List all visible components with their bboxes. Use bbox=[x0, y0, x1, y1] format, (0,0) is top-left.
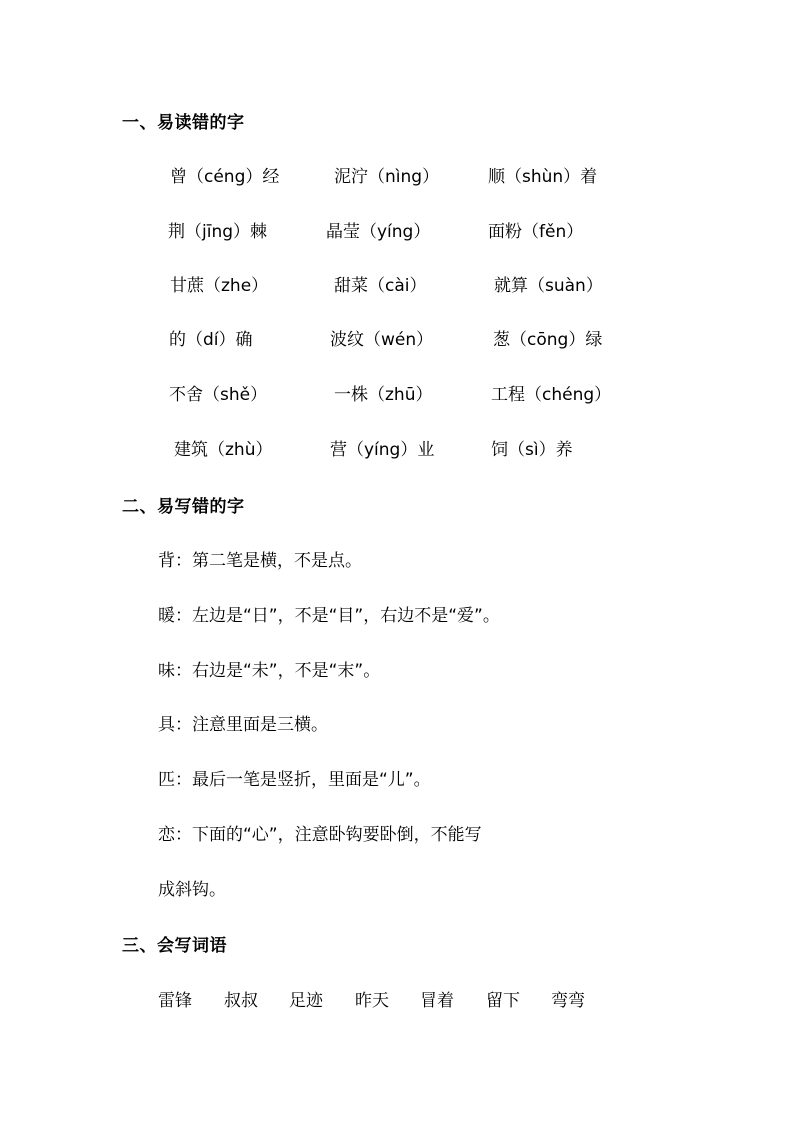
pinyin-item: 顺（shùn）着 bbox=[488, 167, 598, 187]
pinyin-item: 不舍（shě） bbox=[169, 385, 268, 405]
note-line: 成斜钩。 bbox=[158, 880, 226, 900]
vocab-word: 足迹 bbox=[289, 991, 323, 1011]
pinyin-item: 葱（cōng）绿 bbox=[493, 330, 603, 350]
pinyin-item: 晶莹（yíng） bbox=[326, 222, 431, 242]
note-line: 味：右边是“未”，不是“末”。 bbox=[158, 661, 381, 681]
pinyin-item: 建筑（zhù） bbox=[174, 440, 273, 460]
pinyin-item: 的（dí）确 bbox=[169, 330, 253, 350]
pinyin-item: 一株（zhū） bbox=[334, 385, 433, 405]
note-line: 具：注意里面是三横。 bbox=[158, 715, 328, 735]
section-2-heading: 二、易写错的字 bbox=[122, 497, 245, 517]
vocab-word: 叔叔 bbox=[224, 991, 258, 1011]
pinyin-item: 就算（suàn） bbox=[494, 276, 603, 296]
pinyin-item: 工程（chéng） bbox=[491, 385, 612, 405]
pinyin-item: 荆（jīng）棘 bbox=[168, 222, 268, 242]
section-3-heading: 三、会写词语 bbox=[122, 936, 227, 956]
vocab-word: 留下 bbox=[486, 991, 520, 1011]
vocab-word: 冒着 bbox=[420, 991, 454, 1011]
note-line: 暖：左边是“日”，不是“目”，右边不是“爱”。 bbox=[158, 606, 500, 626]
pinyin-item: 营（yíng）业 bbox=[330, 440, 435, 460]
note-line: 背：第二笔是横，不是点。 bbox=[158, 551, 362, 571]
pinyin-item: 饲（sì）养 bbox=[491, 440, 573, 460]
section-1-heading: 一、易读错的字 bbox=[122, 113, 245, 133]
vocab-word: 昨天 bbox=[355, 991, 389, 1011]
pinyin-item: 甜菜（cài） bbox=[334, 276, 427, 296]
note-line: 恋：下面的“心”，注意卧钩要卧倒，不能写 bbox=[158, 825, 482, 845]
pinyin-item: 甘蔗（zhe） bbox=[170, 276, 269, 296]
pinyin-item: 泥泞（nìng） bbox=[334, 167, 440, 187]
pinyin-item: 曾（céng）经 bbox=[170, 167, 280, 187]
pinyin-item: 波纹（wén） bbox=[330, 330, 434, 350]
note-line: 匹：最后一笔是竖折，里面是“儿”。 bbox=[158, 770, 431, 790]
vocab-word: 弯弯 bbox=[551, 991, 585, 1011]
vocab-word: 雷锋 bbox=[158, 991, 192, 1011]
pinyin-item: 面粉（fěn） bbox=[488, 222, 584, 242]
